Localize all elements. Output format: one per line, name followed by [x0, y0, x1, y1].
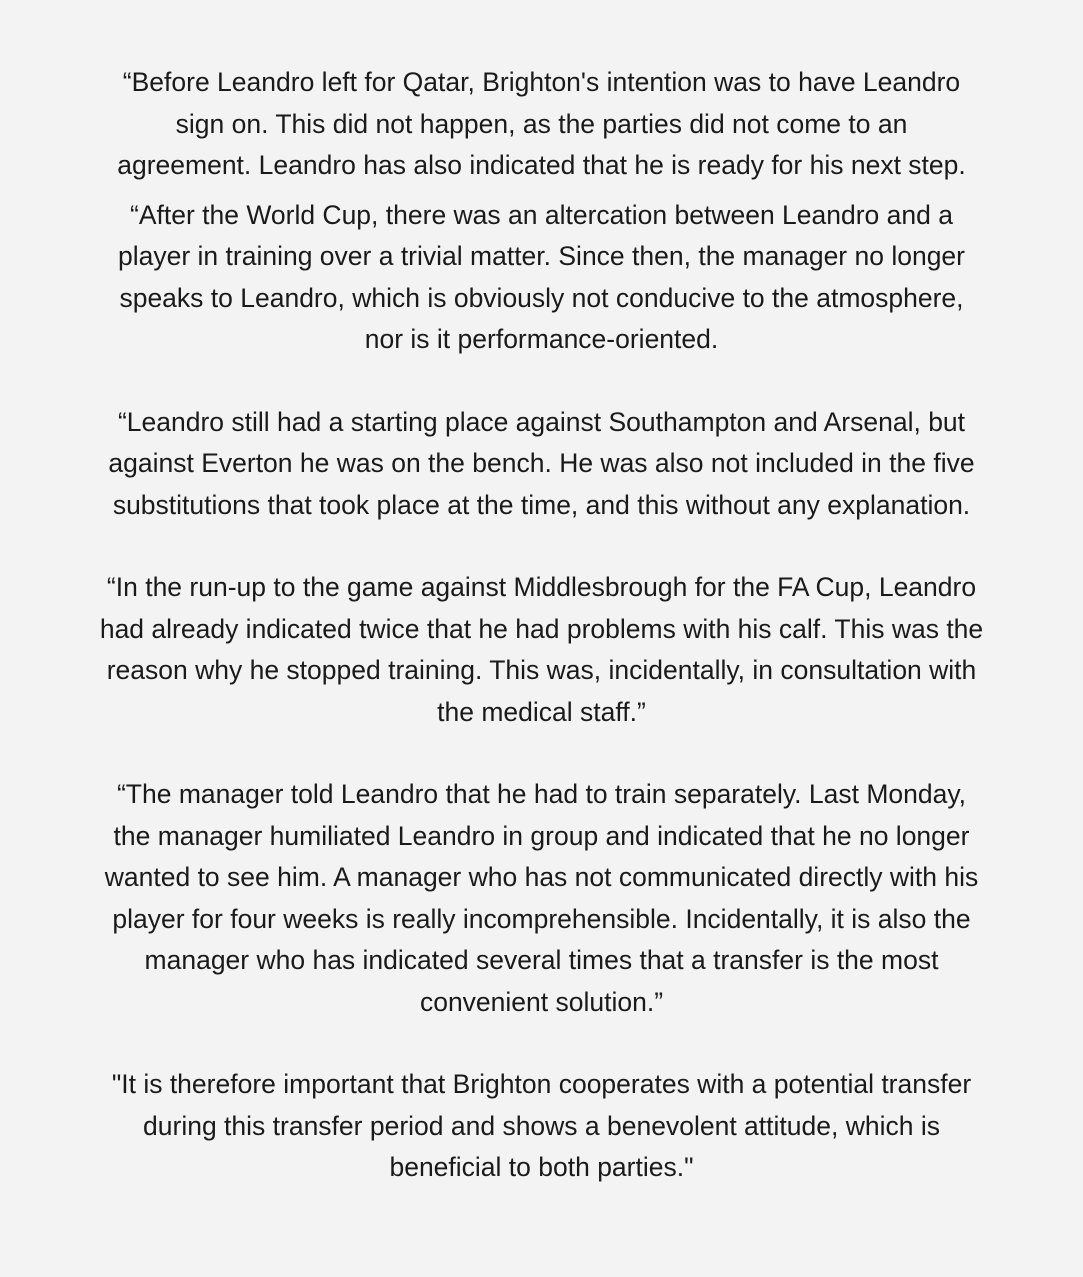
text-line: agreement. Leandro has also indicated that he is ready for his next step.	[117, 150, 966, 180]
text-line: during this transfer period and shows a benevolent attitude, which is	[143, 1110, 940, 1141]
text-line: "It is therefore important that Brighton cooperates with a potential transfer	[111, 1069, 972, 1099]
text-line: manager who has indicated several times that a transfer is the most	[144, 945, 939, 975]
paragraph-gap	[50, 1023, 1033, 1064]
text-line: speaks to Leandro, which is obviously not conducive to the atmosphere,	[119, 282, 964, 313]
text-line: substitutions that took place at the time, and this without any explanation.	[112, 489, 971, 520]
paragraph-gap	[50, 526, 1033, 567]
text-line: player in training over a trivial matter. Since then, the manager no longer	[118, 241, 965, 271]
text-line: beneficial to both parties."	[389, 1152, 694, 1182]
paragraph-starting-place	[50, 402, 1033, 527]
text-line: reason why he stopped training. This was, incidentally, in consultation with	[106, 655, 977, 685]
text-line: “The manager told Leandro that he had to train separately. Last Monday,	[116, 779, 966, 809]
text-line: had already indicated twice that he had problems with his calf. This was the	[99, 613, 984, 644]
text-line: player for four weeks is really incomprehensible. Incidentally, it is also the	[112, 903, 971, 934]
paragraph-gap	[50, 733, 1033, 774]
text-line: “In the run-up to the game against Middlesbrough for the FA Cup, Leandro	[106, 572, 977, 602]
paragraph-gap	[50, 361, 1033, 402]
text-line: “Leandro still had a starting place against Southampton and Arsenal, but	[117, 406, 966, 437]
text-line: the manager humiliated Leandro in group and indicated that he no longer	[113, 820, 970, 851]
statement-text-block	[50, 62, 1033, 1189]
text-line: “After the World Cup, there was an altercation between Leandro and a	[130, 199, 953, 230]
text-line: wanted to see him. A manager who has not communicated directly with his	[104, 862, 979, 892]
text-line: sign on. This did not happen, as the parties did not come to an	[175, 108, 908, 139]
paragraph-altercation	[50, 195, 1033, 361]
text-line: the medical staff.”	[437, 696, 646, 727]
text-line: “Before Leandro left for Qatar, Brighton's intention was to have Leandro	[122, 67, 961, 97]
text-line: convenient solution.”	[419, 986, 664, 1017]
paragraph-cooperation	[50, 1064, 1033, 1189]
text-line: against Everton he was on the bench. He was also not included in the five	[108, 448, 975, 478]
paragraph-gap	[50, 187, 1033, 195]
paragraph-train-separately	[50, 774, 1033, 1023]
paragraph-fa-cup	[50, 567, 1033, 733]
text-line: nor is it performance-oriented.	[364, 324, 719, 354]
paragraph-qatar	[50, 62, 1033, 187]
